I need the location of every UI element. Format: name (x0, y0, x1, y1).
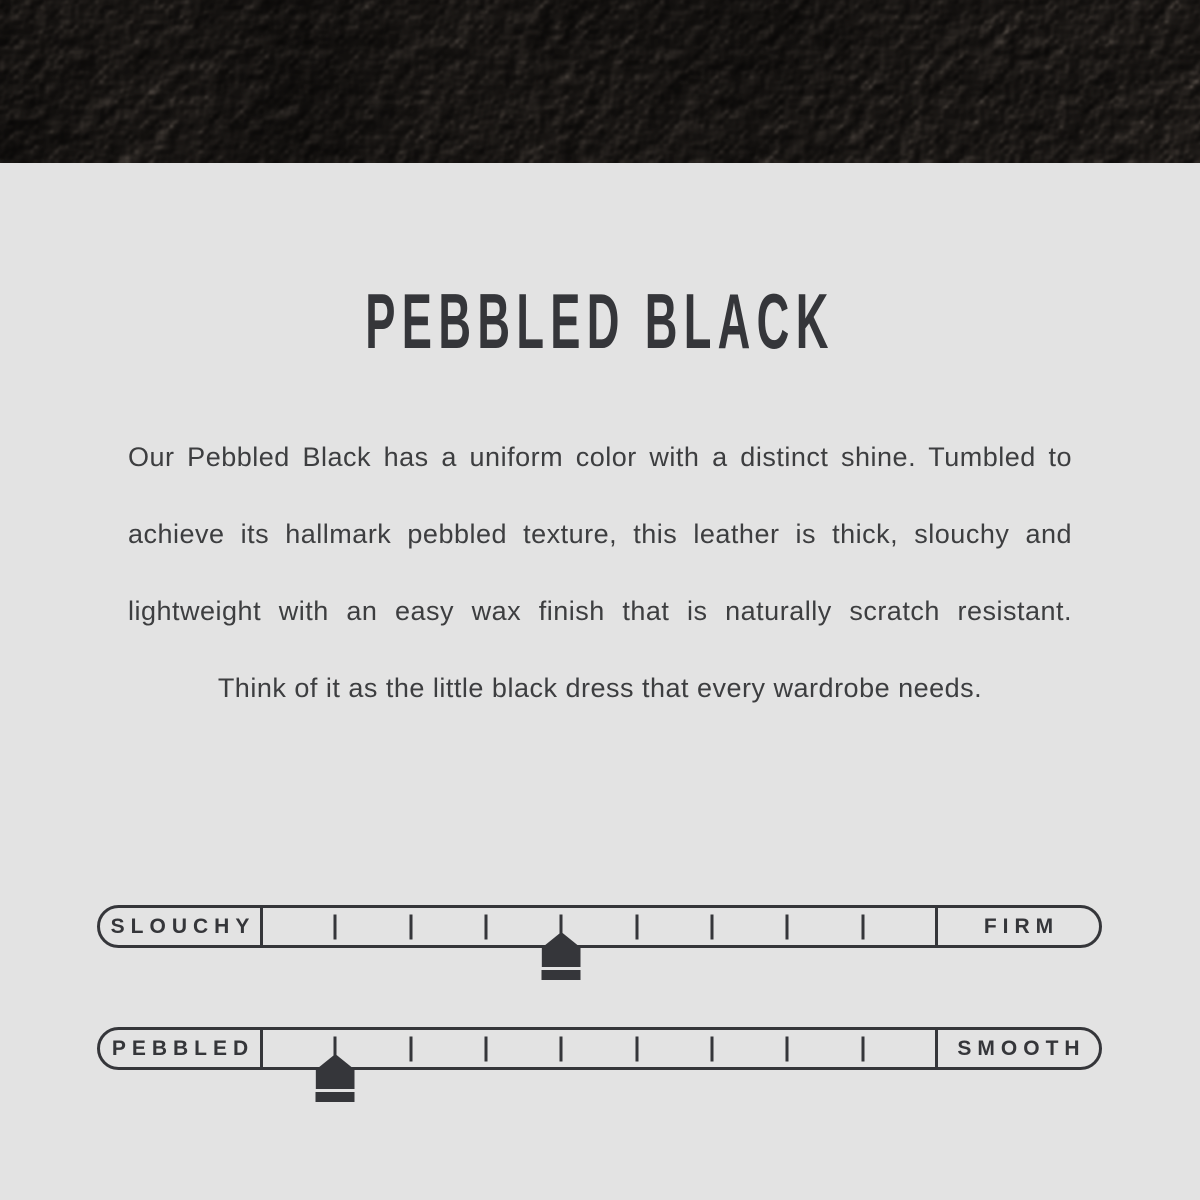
scale-right-label: SMOOTH (957, 1036, 1086, 1060)
tick-mark (409, 1036, 412, 1061)
scale-left-zone (100, 1030, 263, 1067)
tick-mark (485, 1036, 488, 1061)
tick-mark (635, 1036, 638, 1061)
scale-left-zone (100, 908, 263, 945)
tick-zone (260, 905, 938, 948)
tick-mark (485, 914, 488, 939)
page-title: PEBBLED BLACK (365, 277, 835, 365)
scale-left-label: SLOUCHY (110, 914, 256, 938)
tick-mark (861, 1036, 864, 1061)
pebbled-smooth-scale (97, 1027, 1102, 1070)
description-line: Our Pebbled Black has a uniform color with a distinct shine. Tumbled to (128, 442, 1072, 472)
tick-mark (334, 914, 337, 939)
slouchy-firm-scale (97, 905, 1102, 948)
leather-texture-image (0, 0, 1200, 163)
slider-marker (542, 932, 581, 980)
scale-right-zone (935, 1030, 1099, 1067)
description-paragraph (128, 419, 1072, 727)
scale-right-label: FIRM (983, 914, 1060, 938)
tick-zone (260, 1027, 938, 1070)
leather-texture-canvas (0, 0, 1200, 163)
tick-mark (711, 1036, 714, 1061)
description-line: lightweight with an easy wax finish that is naturally scratch resistant. (128, 596, 1072, 626)
description-line: Think of it as the little black dress that every wardrobe needs. (217, 673, 983, 703)
description-line: achieve its hallmark pebbled texture, this leather is thick, slouchy and (128, 519, 1072, 549)
scale-left-label: PEBBLED (111, 1036, 255, 1060)
marker-strip (316, 1092, 355, 1102)
marker-strip (542, 970, 581, 980)
slider-marker (316, 1054, 355, 1102)
marker-arrow-icon (542, 932, 581, 967)
tick-mark (786, 914, 789, 939)
tick-mark (409, 914, 412, 939)
tick-mark (786, 1036, 789, 1061)
marker-arrow-icon (316, 1054, 355, 1089)
tick-mark (711, 914, 714, 939)
tick-mark (635, 914, 638, 939)
tick-mark (861, 914, 864, 939)
tick-mark (560, 1036, 563, 1061)
scale-right-zone (935, 908, 1099, 945)
